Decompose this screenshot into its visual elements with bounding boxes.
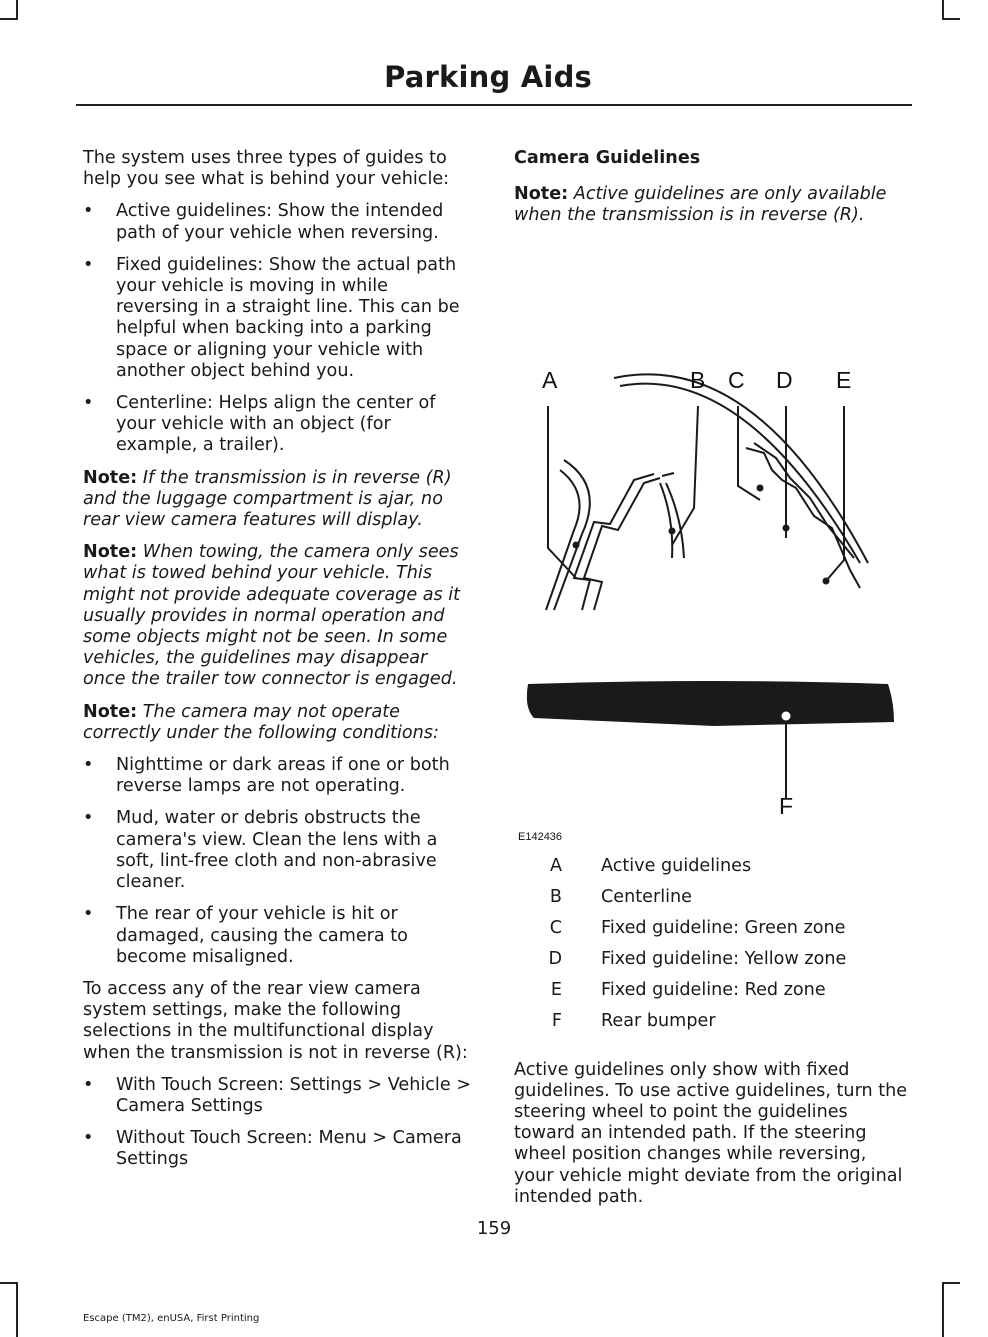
callout-letter-f: F [779,792,794,819]
callout-letter-d: D [776,366,793,393]
centerline [666,483,684,558]
list-item: • Nighttime or dark areas if one or both reverse lamps are not operating. [83,755,475,797]
list-item: • Active guidelines: Show the intended path of your vehicle when reversing. [83,201,475,243]
legend-letter: B [549,886,562,907]
legend-letter: F [551,1010,562,1031]
note-text: The camera may not operate correctly under the following conditions: [83,701,439,743]
note-text: When towing, the camera only sees what is towed behind your vehicle. This might not provide adequate coverage as it usually provides in normal operation and some objects might not be seen. In some vehicles, the guidelines may disappear once the trailer tow connector is engaged. [83,542,461,690]
legend-text: Rear bumper [601,1010,716,1031]
legend-letter: D [548,948,562,969]
callout-dots [573,484,830,584]
access-paragraph: To access any of the rear view camera system settings, make the following selections in the multifunctional display when the transmission is not in reverse (R): [83,978,468,1063]
guide-types-list [83,201,475,456]
note-label: Note: [83,701,138,722]
callout-letter-b: B [690,366,706,393]
crop-mark [16,0,18,18]
fixed-guideline-left [574,474,654,610]
callout-letter-e: E [836,366,852,393]
note-label: Note: [514,184,569,205]
legend-text: Active guidelines [601,855,752,876]
legend-row [514,949,910,980]
list-item: • Centerline: Helps align the center of your vehicle with an object (for example, a trailer). [83,393,475,457]
list-item: • Fixed guidelines: Show the actual path your vehicle is moving in while reversing in a straight line. This can be helpful when backing into a parking space or aligning your vehicle with another object behind you. [83,255,475,382]
note-towing [83,542,475,690]
camera-guidelines-figure [514,238,910,843]
crop-mark [0,18,18,20]
legend-letter: C [549,917,562,938]
legend-row [514,856,910,887]
callout-leader [548,406,576,578]
fixed-guideline-left-top [662,473,674,476]
callout-leader [826,406,844,581]
crop-mark [942,0,944,18]
outer-arc [614,374,868,563]
callout-leader [738,406,760,500]
note-text: If the transmission is in reverse (R) and the luggage compartment is ajar, no rear view camera features will display. [83,467,452,531]
left-column [83,148,475,1182]
figure-code: E142436 [518,830,563,843]
note-label: Note: [83,467,138,488]
inner-arc [620,383,860,562]
access-paths-list [83,1075,475,1171]
legend-row [514,918,910,949]
page-title: Parking Aids [384,60,592,94]
list-item: • With Touch Screen: Settings > Vehicle > Camera Settings [83,1075,475,1117]
page-number: 159 [476,1218,512,1239]
callout-letter-c: C [728,366,745,393]
callout-letter-a: A [542,366,558,393]
legend-text: Centerline [601,886,692,907]
note-label: Note: [83,542,138,563]
figure-legend [514,856,910,1042]
camera-guidelines-diagram [514,238,910,843]
legend-text: Fixed guideline: Red zone [601,979,826,1000]
legend-row [514,887,910,918]
legend-text: Fixed guideline: Green zone [601,917,846,938]
rear-bumper [527,681,894,726]
note-conditions [83,702,475,744]
legend-row [514,1011,910,1042]
bumper-callout-dot [781,710,792,721]
closing-paragraph: Active guidelines only show with fixed guidelines. To use active guidelines, turn the steering wheel to point the guidelines toward an intended path. If the steering wheel position changes while reversing, your vehicle might deviate from the original intended path. [514,1059,908,1207]
section-heading: Camera Guidelines [514,148,701,168]
crop-mark [942,1282,944,1337]
note-text: Active guidelines are only available when the transmission is in reverse (R). [514,184,887,226]
crop-mark [16,1282,18,1337]
legend-letter: E [550,979,562,1000]
footer-text: Escape (TM2), enUSA, First Printing [83,1313,260,1324]
legend-row [514,980,910,1011]
list-item: • Mud, water or debris obstructs the camera's view. Clean the lens with a soft, lint-free cloth and non-abrasive cleaner. [83,808,475,893]
crop-mark [942,18,960,20]
crop-mark [0,1282,18,1284]
intro-paragraph: The system uses three types of guides to help you see what is behind your vehicle: [83,148,450,190]
note-luggage [83,468,475,532]
legend-text: Fixed guideline: Yellow zone [601,948,847,969]
conditions-list [83,755,475,968]
fixed-guideline-left [584,478,660,610]
note-active-guidelines [514,184,910,226]
list-item: • The rear of your vehicle is hit or damaged, causing the camera to become misaligned. [83,904,475,968]
header-divider [76,104,912,106]
crop-mark [942,1282,960,1284]
right-column [514,148,910,1219]
list-item: • Without Touch Screen: Menu > Camera Settings [83,1128,475,1170]
callout-leader [672,406,698,545]
legend-letter: A [549,855,562,876]
